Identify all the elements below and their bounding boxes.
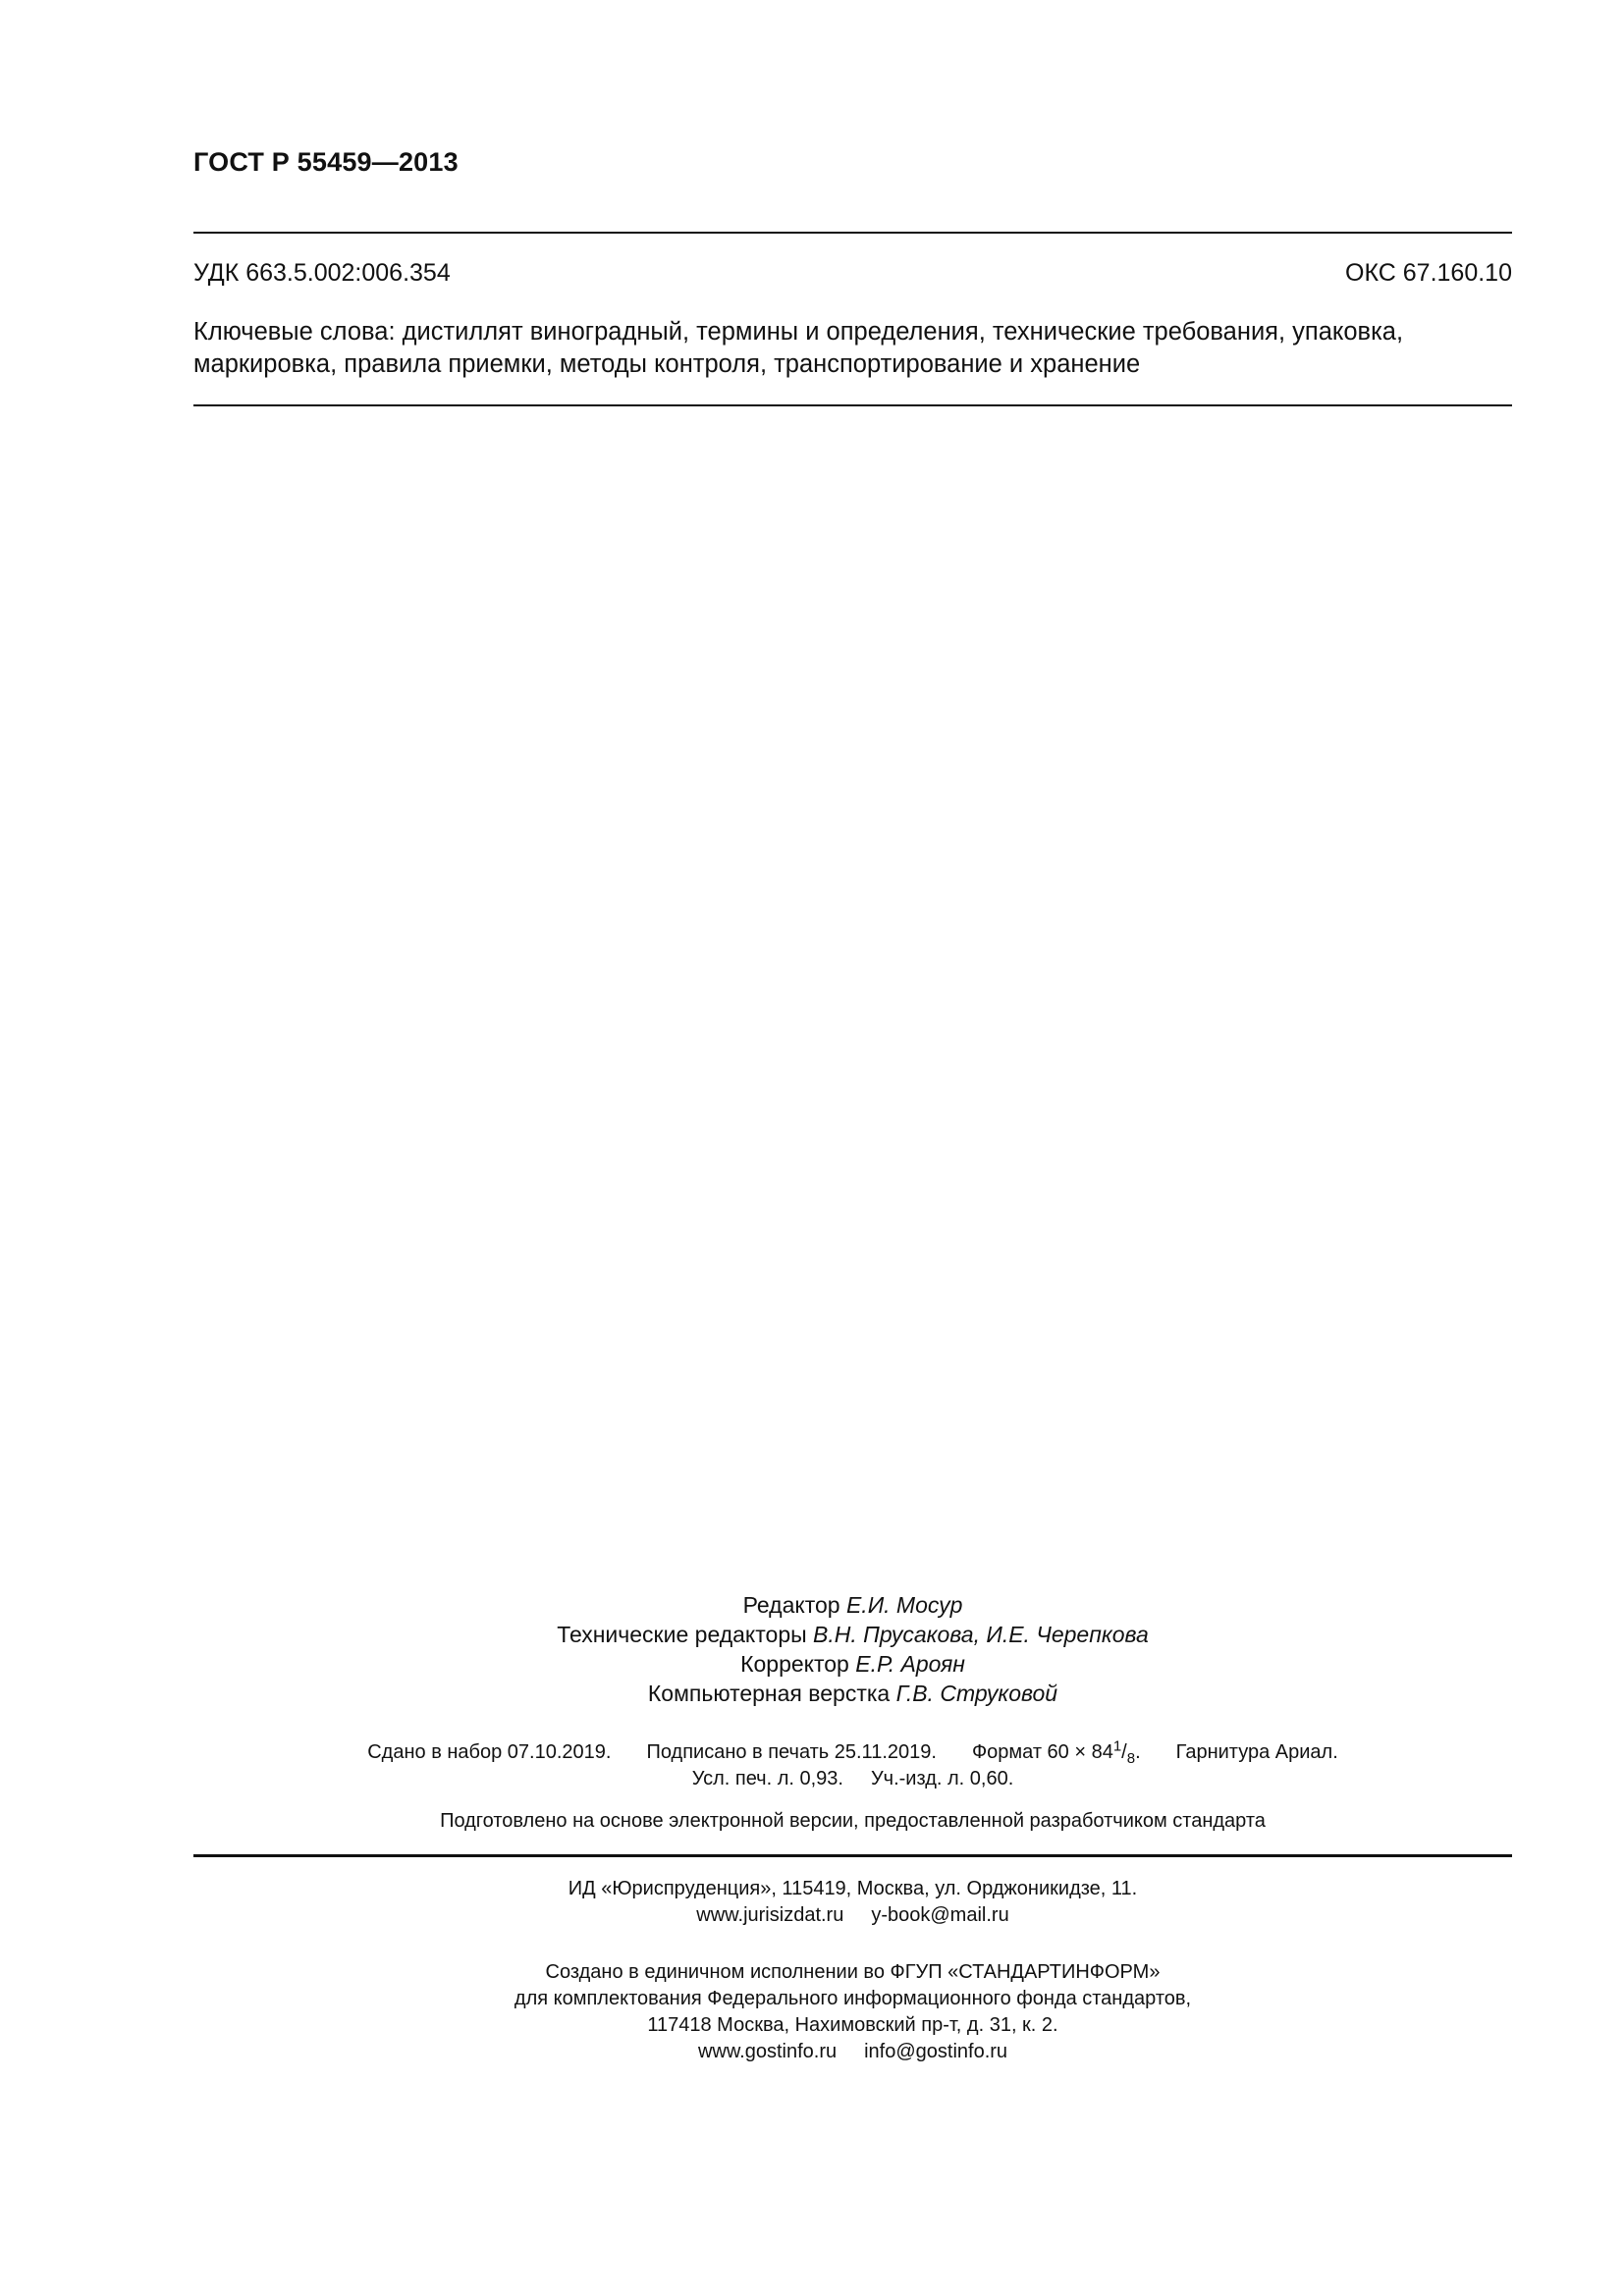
credit-editor-label: Редактор — [742, 1592, 840, 1618]
credit-editor — [193, 1590, 1512, 1620]
print-format-end: . — [1135, 1741, 1141, 1763]
print-format-sub: 8 — [1126, 1750, 1136, 1767]
credit-layout-label: Компьютерная верстка — [647, 1681, 891, 1706]
print-printed-sheets: Усл. печ. л. 0,93. — [691, 1768, 843, 1789]
publisher-address: ИД «Юриспруденция», 115419, Москва, ул. Орджоникидзе, 11. — [568, 1878, 1138, 1899]
print-format-prefix: Формат 60 × 84 — [971, 1741, 1113, 1763]
credits-block — [193, 1590, 1512, 1708]
print-info-block — [193, 1739, 1512, 1792]
keywords-block — [193, 316, 1519, 381]
created-contacts — [193, 2039, 1512, 2065]
udc-code: УДК 663.5.002:006.354 — [193, 259, 451, 287]
prepared-note: Подготовлено на основе электронной версии, предоставленной разработчиком стандарта — [440, 1810, 1266, 1832]
keywords-line-1: Ключевые слова: дистиллят виноградный, термины и определения, технические требования, упаковка, — [193, 318, 1404, 346]
oks-code: ОКС 67.160.10 — [1345, 259, 1512, 287]
print-signed: Подписано в печать 25.11.2019. — [646, 1741, 937, 1763]
created-line-3: 117418 Москва, Нахимовский пр-т, д. 31, к. 2. — [647, 2014, 1058, 2036]
print-info-line-1 — [193, 1739, 1512, 1766]
print-typeface: Гарнитура Ариал. — [1175, 1741, 1338, 1763]
publisher-block — [193, 1876, 1512, 1929]
publisher-email-link[interactable]: y-book@mail.ru — [871, 1904, 1009, 1926]
created-block — [193, 1959, 1512, 2065]
credit-layout-name: Г.В. Струковой — [895, 1681, 1058, 1706]
created-line-1: Создано в единичном исполнении во ФГУП «СТАНДАРТИНФОРМ» — [545, 1961, 1161, 1983]
gostinfo-email-link[interactable]: info@gostinfo.ru — [864, 2041, 1008, 2062]
credit-corrector — [193, 1649, 1512, 1679]
created-line-2: для комплектования Федерального информационного фонда стандартов, — [514, 1988, 1192, 2009]
print-submitted: Сдано в набор 07.10.2019. — [367, 1741, 612, 1763]
credit-corrector-name: Е.Р. Ароян — [855, 1651, 965, 1677]
keywords-line-2: маркировка, правила приемки, методы контроля, транспортирование и хранение — [193, 350, 1141, 378]
credit-layout — [193, 1679, 1512, 1708]
print-publisher-sheets: Уч.-изд. л. 0,60. — [870, 1768, 1014, 1789]
credit-tech-editors-label: Технические редакторы — [557, 1622, 807, 1647]
imprint-divider — [193, 1854, 1512, 1857]
credit-editor-name: Е.И. Мосур — [845, 1592, 963, 1618]
publisher-contacts — [193, 1902, 1512, 1929]
keywords-divider — [193, 404, 1512, 406]
credit-tech-editors — [193, 1620, 1512, 1649]
credit-corrector-label: Корректор — [740, 1651, 849, 1677]
print-format-sup: 1 — [1112, 1737, 1122, 1755]
print-format-slash: / — [1121, 1741, 1127, 1763]
top-divider — [193, 232, 1512, 234]
classification-row — [193, 259, 1512, 288]
print-format — [971, 1737, 1141, 1767]
print-info-line-2 — [193, 1766, 1512, 1792]
credit-tech-editors-names: В.Н. Прусакова, И.Е. Черепкова — [813, 1622, 1149, 1647]
gostinfo-website-link[interactable]: www.gostinfo.ru — [697, 2041, 838, 2062]
page-header-standard-id: ГОСТ Р 55459—2013 — [193, 147, 459, 177]
publisher-website-link[interactable]: www.jurisizdat.ru — [696, 1904, 844, 1926]
